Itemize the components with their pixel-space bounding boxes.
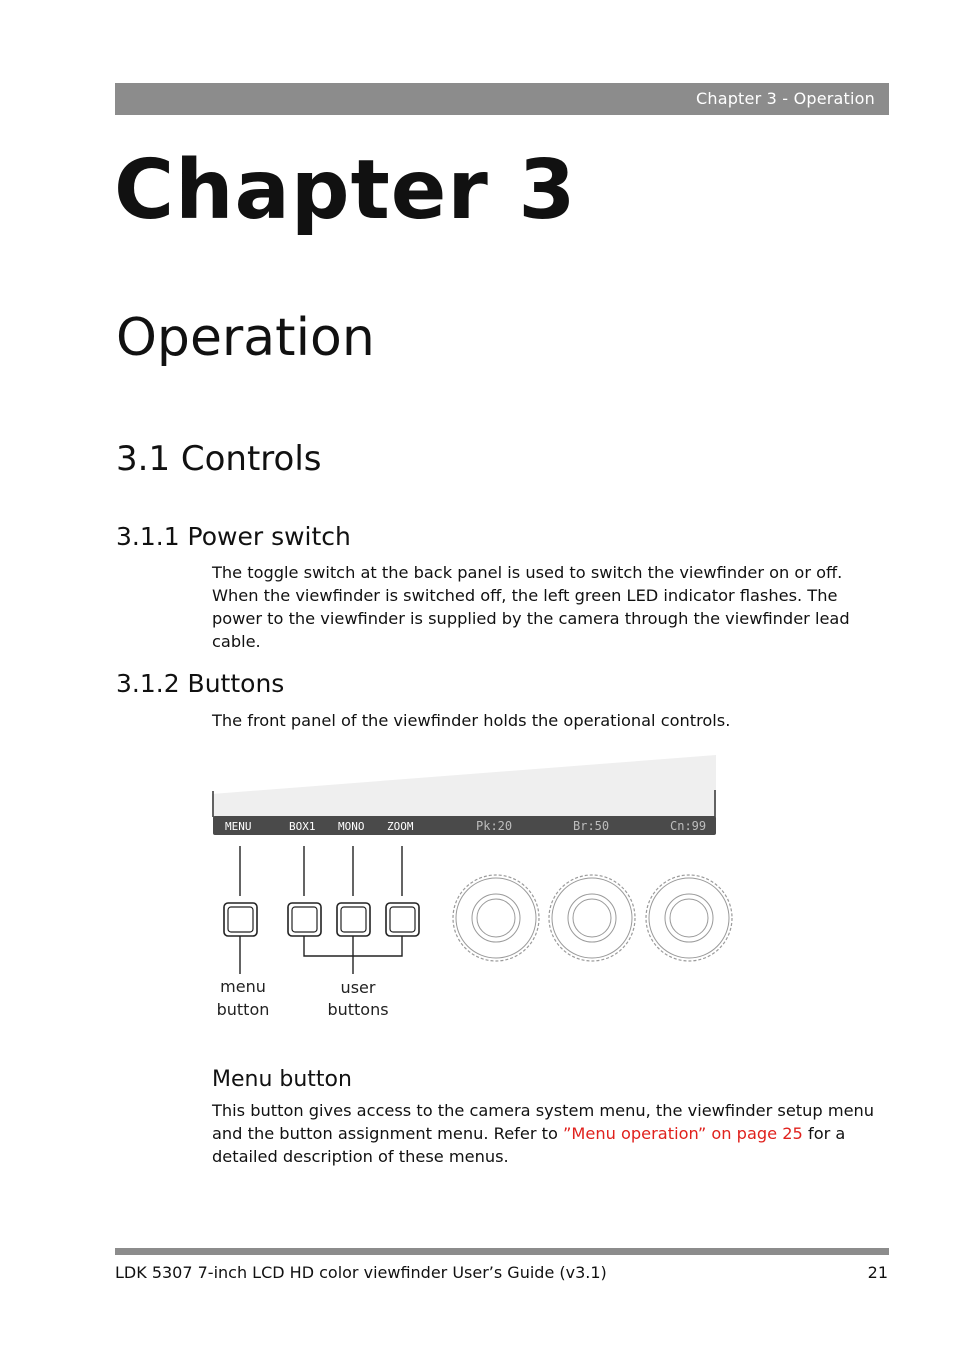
user-button-2-icon <box>337 903 370 936</box>
footer-document-title: LDK 5307 7-inch LCD HD color viewfinder User’s Guide (v3.1) <box>115 1263 607 1282</box>
osd-brightness-value: Br:50 <box>573 819 610 833</box>
user-button-1-icon <box>288 903 321 936</box>
section-heading-buttons: 3.1.2 Buttons <box>116 669 285 698</box>
osd-contrast-value: Cn:99 <box>670 819 707 833</box>
menu-button-heading: Menu button <box>212 1067 352 1092</box>
chapter-subtitle: Operation <box>116 308 375 368</box>
section-heading-power-switch: 3.1.1 Power switch <box>116 522 351 551</box>
user-buttons-caption-line1: user <box>340 978 376 997</box>
menu-button-icon <box>224 903 257 936</box>
osd-box1-label: BOX1 <box>289 820 316 833</box>
menu-button-text-after: for a detailed description of these menus. <box>212 1124 846 1166</box>
front-panel-figure <box>205 750 745 1030</box>
osd-menu-label: MENU <box>225 820 252 833</box>
user-buttons-caption-line2: buttons <box>327 1000 389 1019</box>
running-header-title: Chapter 3 - Operation <box>695 89 875 108</box>
menu-button-caption-line1: menu <box>220 977 266 996</box>
footer-rule <box>115 1248 889 1255</box>
menu-button-paragraph <box>212 1099 892 1168</box>
menu-operation-link[interactable]: ”Menu operation” on page 25 <box>563 1124 803 1143</box>
menu-button-caption-line2: button <box>216 1000 270 1019</box>
chapter-title: Chapter 3 <box>114 143 577 238</box>
osd-mono-label: MONO <box>338 820 365 833</box>
menu-button-text-before: This button gives access to the camera system menu, the viewfinder setup menu and the button assignment menu. Refer to <box>212 1101 875 1143</box>
osd-peaking-value: Pk:20 <box>476 819 513 833</box>
osd-zoom-label: ZOOM <box>387 820 414 833</box>
viewfinder-screen <box>212 755 716 817</box>
knob-brightness-icon <box>549 875 635 961</box>
knob-peaking-icon <box>453 875 539 961</box>
footer-page-number: 21 <box>867 1263 888 1282</box>
power-switch-paragraph: The toggle switch at the back panel is used to switch the viewfinder on or off. When the viewfinder is switched off, the left green LED indicator flashes. The power to the viewfinder is supplied by the camera through the viewfinder lead cable. <box>212 563 850 651</box>
buttons-paragraph: The front panel of the viewfinder holds the operational controls. <box>212 711 731 730</box>
running-header-bar <box>115 83 889 115</box>
section-heading-controls: 3.1 Controls <box>116 439 322 479</box>
user-button-3-icon <box>386 903 419 936</box>
knob-contrast-icon <box>646 875 732 961</box>
